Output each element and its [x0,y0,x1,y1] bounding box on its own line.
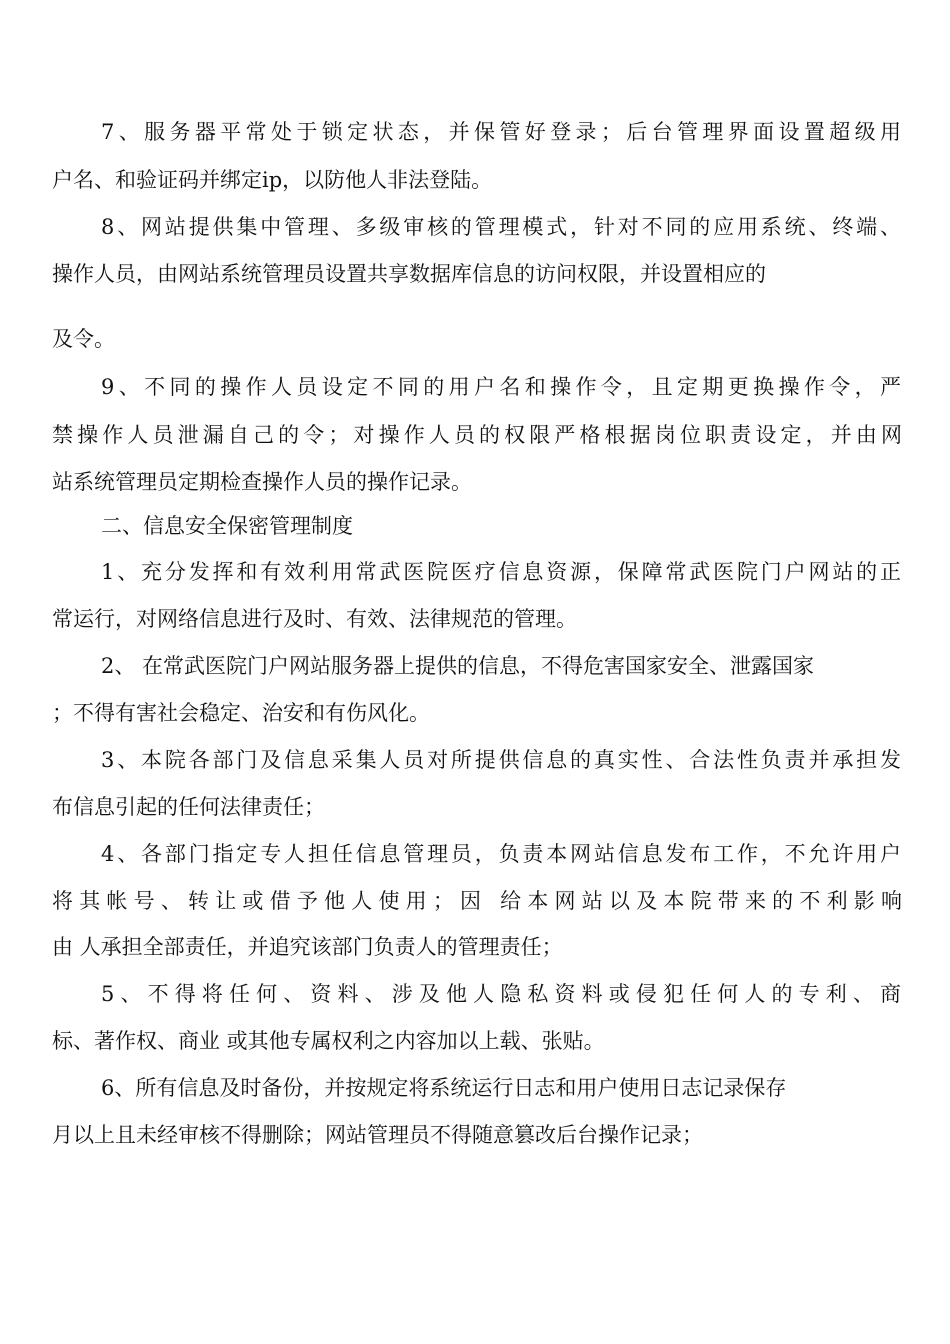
security-item-6-line-2: 月以上且未经审核不得删除；网站管理员不得随意篡改后台操作记录； [52,1123,703,1147]
paragraph-9-line-3: 站系统管理员定期检查操作人员的操作记录。 [52,470,472,494]
security-item-2-line-1: 2、 在常武医院门户网站服务器上提供的信息，不得危害国家安全、泄露国家 [101,654,815,678]
security-item-5-line-2: 标、著作权、商业 或其他专属权利之内容加以上载、张贴。 [52,1029,605,1053]
security-item-6-line-1: 6、所有信息及时备份，并按规定将系统运行日志和用户使用日志记录保存 [101,1076,787,1100]
paragraph-8-line-1: 8、网站提供集中管理、多级审核的管理模式，针对不同的应用系统、终端、 [101,215,901,239]
paragraph-7-line-1: 7、服务器平常处于锁定状态，并保管好登录；后台管理界面设置超级用 [101,120,901,144]
paragraph-7-line-2: 户名、和验证码并绑定ip，以防他人非法登陆。 [52,168,493,192]
security-item-1-line-1: 1、充分发挥和有效利用常武医院医疗信息资源，保障常武医院门户网站的正 [101,560,901,584]
security-item-2-line-2: ；不得有害社会稳定、治安和有伤风化。 [52,701,430,725]
paragraph-9-line-2: 禁操作人员泄漏自己的令；对操作人员的权限严格根据岗位职责设定，并由网 [52,423,902,447]
paragraph-8-line-3: 及令。 [52,327,115,351]
security-item-3-line-2: 布信息引起的任何法律责任； [52,795,325,819]
security-item-3-line-1: 3、本院各部门及信息采集人员对所提供信息的真实性、合法性负责并承担发 [101,748,901,772]
security-item-4-line-1: 4、各部门指定专人担任信息管理员，负责本网站信息发布工作，不允许用户 [101,842,901,866]
section-heading: 二、信息安全保密管理制度 [101,514,353,538]
security-item-4-line-3: 由 人承担全部责任，并追究该部门负责人的管理责任； [52,935,563,959]
paragraph-9-line-1: 9、不同的操作人员设定不同的用户名和操作令，且定期更换操作令，严 [101,375,901,399]
security-item-5-line-1: 5、不得将任何、资料、涉及他人隐私资料或侵犯任何人的专利、商 [101,982,901,1006]
security-item-4-line-2: 将其帐号、转让或借予他人使用；因 给本网站以及本院带来的不利影响 [52,889,902,913]
paragraph-8-line-2: 操作人员，由网站系统管理员设置共享数据库信息的访问权限，并设置相应的 [52,262,766,286]
security-item-1-line-2: 常运行，对网络信息进行及时、有效、法律规范的管理。 [52,607,577,631]
